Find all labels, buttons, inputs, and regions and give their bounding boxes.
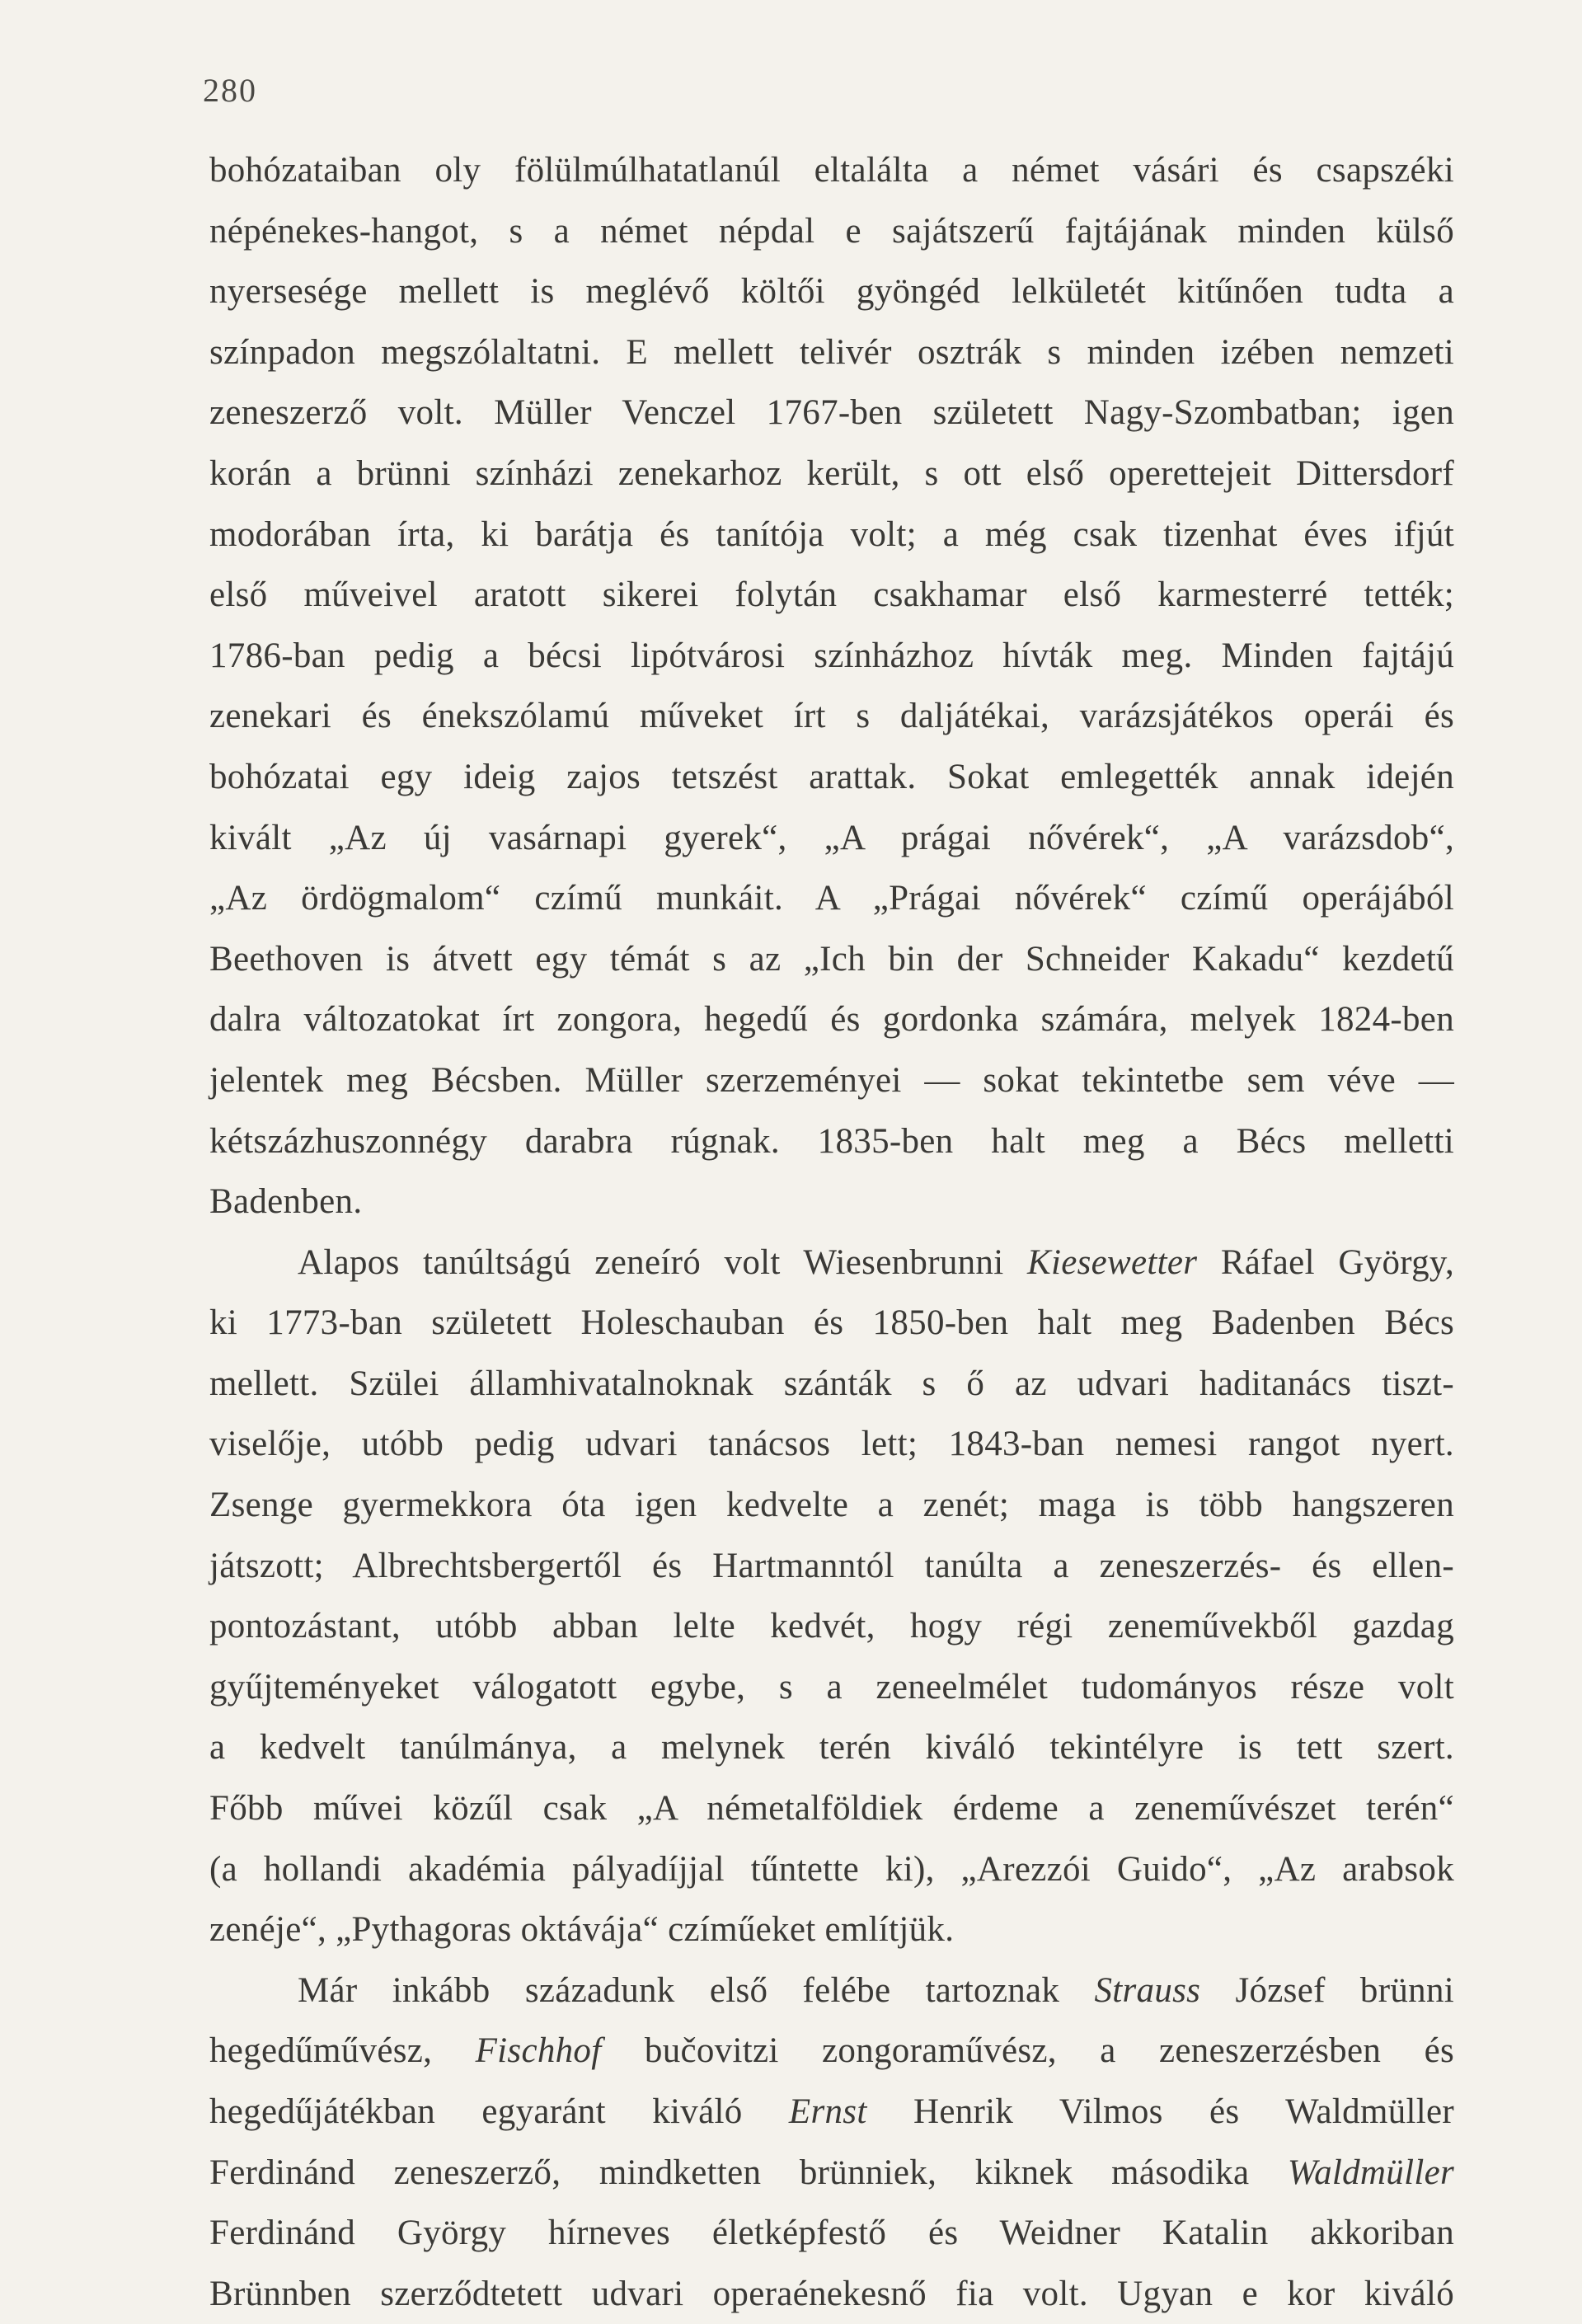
text-line — [209, 444, 1454, 505]
text-segment: Ferdinánd zeneszerző, mindketten brünniek, kiknek másodika — [209, 2153, 1288, 2192]
text-line — [209, 2264, 1454, 2324]
text-line — [209, 565, 1454, 626]
text-segment: színpadon megszólaltatni. E mellett telivér osztrák s minden izében nemzeti — [209, 332, 1454, 372]
text-line — [209, 1960, 1454, 2021]
text-line — [209, 868, 1454, 929]
text-line — [209, 1475, 1454, 1536]
italic-name: Kiesewetter — [1026, 1242, 1198, 1282]
text-line — [209, 989, 1454, 1050]
text-line — [209, 1778, 1454, 1839]
text-segment: kivált „Az új vasárnapi gyerek“, „A prágai nővérek“, „A varázsdob“, — [209, 818, 1454, 857]
text-segment: népénekes-hangot, s a német népdal e sajátszerű fajtájának minden külső — [209, 211, 1454, 251]
italic-name: Waldmüller — [1287, 2153, 1454, 2192]
text-segment: első műveivel aratott sikerei folytán csakhamar első karmesterré tették; — [209, 575, 1454, 615]
text-line — [209, 1293, 1454, 1354]
text-line — [209, 2203, 1454, 2264]
text-segment: Beethoven is átvett egy témát s az „Ich bin der Schneider Kakadu“ kezdetű — [209, 939, 1454, 979]
text-line — [209, 747, 1454, 808]
text-segment: Henrik Vilmos és Waldmüller — [866, 2092, 1454, 2131]
text-segment: Zsenge gyermekkora óta igen kedvelte a zenét; maga is több hangszeren — [209, 1486, 1454, 1525]
text-line — [209, 626, 1454, 687]
text-segment: mellett. Szülei államhivatalnoknak szánták s ő az udvari haditanács tiszt- — [209, 1364, 1454, 1403]
text-segment: kétszázhuszonnégy darabra rúgnak. 1835-ben halt meg a Bécs melletti — [209, 1121, 1454, 1161]
text-segment: játszott; Albrechtsbergertől és Hartmanntól tanúlta a zeneszerzés- és ellen- — [209, 1546, 1454, 1585]
text-segment: gyűjteményeket válogatott egybe, s a zeneelmélet tudományos része volt — [209, 1667, 1454, 1707]
text-segment: bohózataiban oly fölülmúlhatatlanúl eltalálta a német vásári és csapszéki — [209, 151, 1454, 190]
text-segment: zenéje“, „Pythagoras oktávája“ czíműeket említjük. — [209, 1910, 955, 1950]
text-line — [209, 261, 1454, 322]
text-line — [209, 1354, 1454, 1415]
text-line — [209, 686, 1454, 747]
text-segment: bučovitzi zongoraművész, a zeneszerzésben és — [601, 2031, 1454, 2071]
text-segment: pontozástant, utóbb abban lelte kedvét, hogy régi zeneművekből gazdag — [209, 1607, 1454, 1646]
text-segment: „Az ördögmalom“ czímű munkáit. A „Prágai nővérek“ czímű operájából — [209, 879, 1454, 918]
text-segment: 1786-ban pedig a bécsi lipótvárosi színházhoz hívták meg. Minden fajtájú — [209, 636, 1454, 675]
text-segment: Ferdinánd György hírneves életképfestő és Weidner Katalin akkoriban — [209, 2214, 1454, 2253]
italic-name: Ernst — [788, 2092, 867, 2131]
italic-name: Fischhof — [475, 2031, 602, 2071]
text-segment: hegedűművész, — [209, 2031, 476, 2071]
text-line — [209, 1050, 1454, 1111]
text-segment: (a hollandi akadémia pályadíjjal tűntette ki), „Arezzói Guido“, „Az arabsok — [209, 1849, 1454, 1889]
text-segment: zeneszerző volt. Müller Venczel 1767-ben született Nagy-Szombatban; igen — [209, 393, 1454, 433]
text-segment: nyersesége mellett is meglévő költői gyöngéd lelkületét kitűnően tudta a — [209, 272, 1454, 312]
text-line — [209, 1596, 1454, 1657]
text-line — [209, 808, 1454, 869]
text-segment: Brünnben szerződtetett udvari operaénekesnő fia volt. Ugyan e kor kiváló — [209, 2274, 1454, 2313]
text-segment: a kedvelt tanúlmánya, a melynek terén kiváló tekintélyre is tett szert. — [209, 1728, 1454, 1768]
text-line — [209, 1839, 1454, 1900]
text-line — [209, 1232, 1454, 1293]
text-segment: jelentek meg Bécsben. Müller szerzeményei — sokat tekintetbe sem véve — — [209, 1060, 1454, 1100]
text-line — [209, 1536, 1454, 1597]
text-segment: dalra változatokat írt zongora, hegedű és gordonka számára, melyek 1824-ben — [209, 1000, 1454, 1040]
text-segment: korán a brünni színházi zenekarhoz került, s ott első operettejeit Dittersdorf — [209, 453, 1454, 493]
text-line — [209, 1111, 1454, 1172]
text-segment: József brünni — [1200, 1970, 1454, 2010]
body-text — [209, 140, 1454, 2324]
text-segment: hegedűjátékban egyaránt kiváló — [209, 2092, 789, 2131]
text-line — [209, 1414, 1454, 1475]
text-segment: zenekari és énekszólamú műveket írt s daljátékai, varázsjátékos operái és — [209, 697, 1454, 736]
text-line — [209, 929, 1454, 990]
text-line — [209, 383, 1454, 444]
text-line — [209, 2143, 1454, 2204]
text-line — [209, 2021, 1454, 2082]
italic-name: Strauss — [1094, 1970, 1201, 2010]
text-line — [209, 1171, 1454, 1232]
text-line — [209, 322, 1454, 383]
text-segment: bohózatai egy ideig zajos tetszést arattak. Sokat emlegették annak idején — [209, 757, 1454, 796]
text-segment: ki 1773-ban született Holeschauban és 1850-ben halt meg Badenben Bécs — [209, 1303, 1454, 1343]
text-line — [209, 1657, 1454, 1718]
text-line — [209, 505, 1454, 566]
text-segment: Főbb művei közűl csak „A németalföldiek érdeme a zeneművészet terén“ — [209, 1789, 1454, 1829]
text-segment: viselője, utóbb pedig udvari tanácsos lett; 1843-ban nemesi rangot nyert. — [209, 1425, 1454, 1464]
text-segment: modorában írta, ki barátja és tanítója volt; a még csak tizenhat éves ifjút — [209, 514, 1454, 554]
text-line — [209, 140, 1454, 201]
page-number: 280 — [203, 72, 257, 109]
text-segment: Már inkább századunk első felébe tartoznak — [298, 1970, 1095, 2010]
text-segment: Ráfael György, — [1197, 1242, 1454, 1282]
text-segment: Alapos tanúltságú zeneíró volt Wiesenbrunni — [298, 1242, 1027, 1282]
text-line — [209, 1717, 1454, 1778]
text-line — [209, 2082, 1454, 2143]
text-line — [209, 201, 1454, 262]
text-segment: Badenben. — [209, 1182, 363, 1222]
text-line — [209, 1899, 1454, 1960]
